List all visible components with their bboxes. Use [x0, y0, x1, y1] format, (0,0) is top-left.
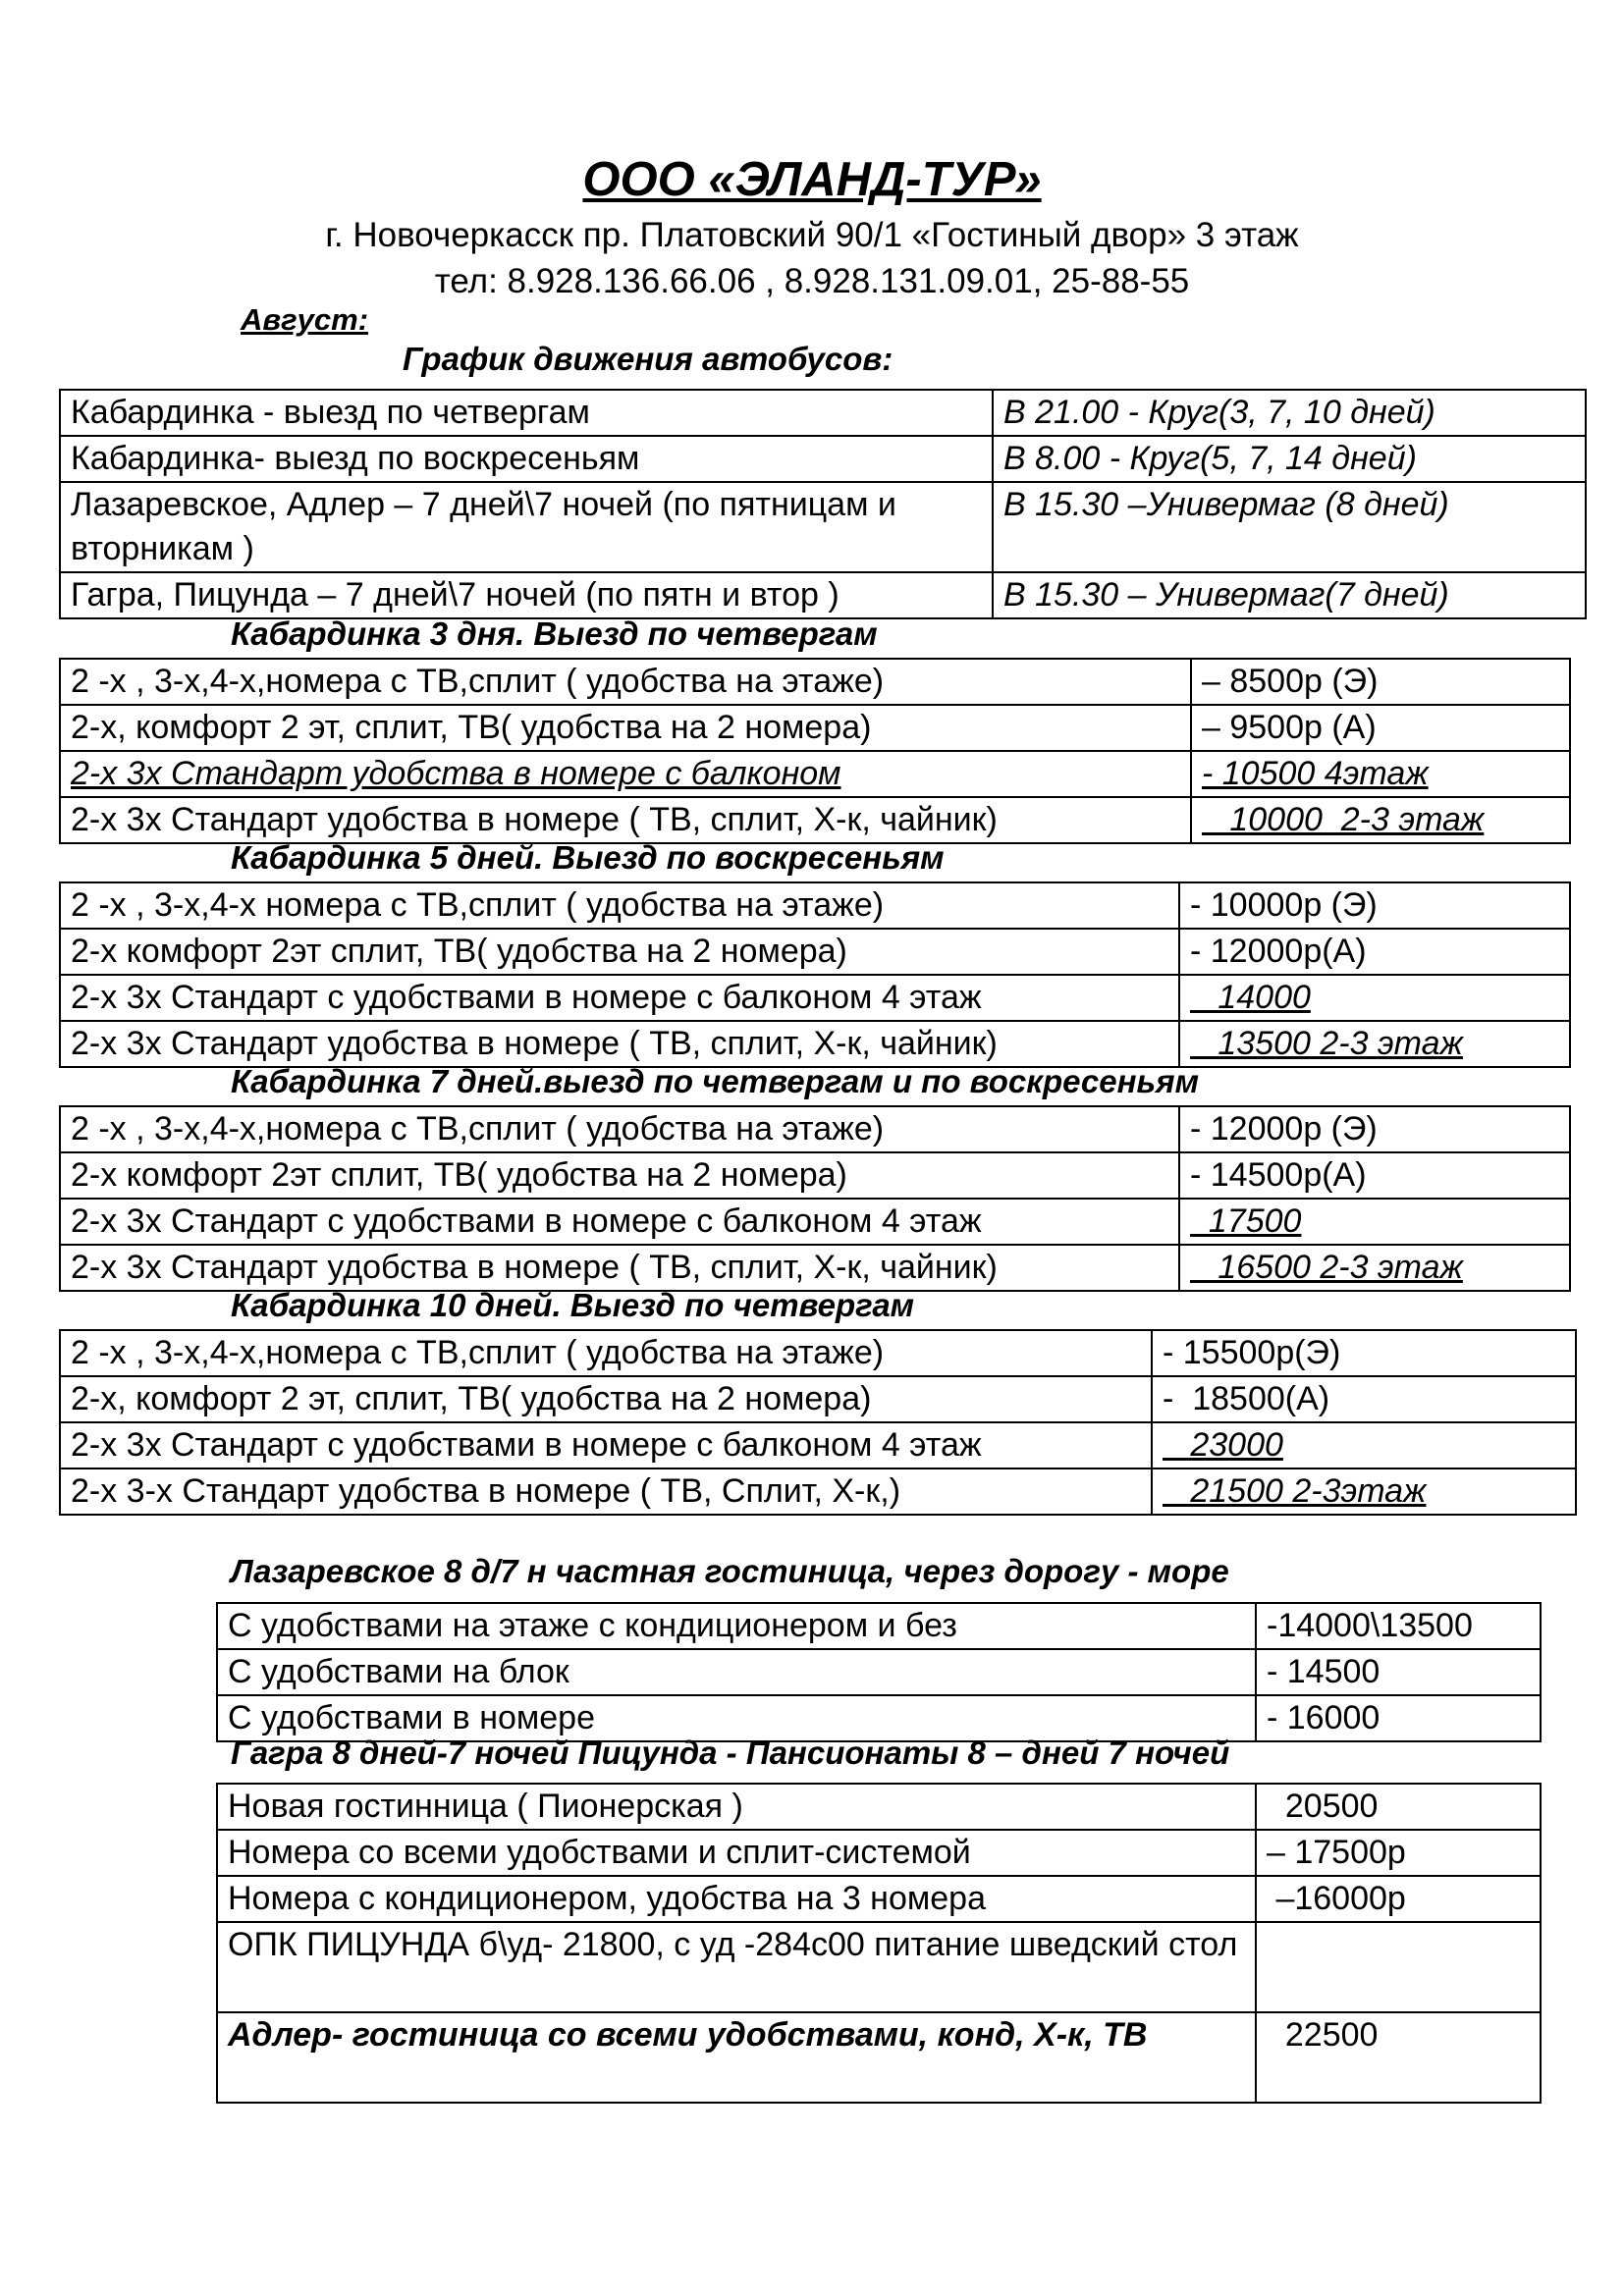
price-cell: 16500 2-3 этаж: [1179, 1245, 1570, 1291]
price-cell: 22500: [1256, 2012, 1541, 2103]
price-cell: - 12000р(А): [1179, 929, 1570, 975]
table-row: [60, 1021, 1570, 1067]
desc-cell: Номера со всеми удобствами и сплит-системой: [217, 1830, 1256, 1876]
desc-cell: Адлер- гостиница со всеми удобствами, конд, Х-к, ТВ: [217, 2012, 1256, 2103]
table-row: [60, 1106, 1570, 1152]
desc-cell: 2-х комфорт 2эт сплит, ТВ( удобства на 2 номера): [60, 1152, 1179, 1199]
table-row: [217, 1830, 1541, 1876]
price-cell: 14000: [1179, 975, 1570, 1021]
route-cell: Лазаревское, Адлер – 7 дней\7 ночей (по пятницам и вторникам ): [60, 482, 993, 572]
price-cell: – 8500р (Э): [1191, 659, 1570, 705]
desc-cell: Номера с кондиционером, удобства на 3 номера: [217, 1876, 1256, 1922]
time-cell: В 21.00 - Круг(3, 7, 10 дней): [993, 390, 1586, 436]
kab10-table: [59, 1329, 1577, 1516]
table-row: [60, 797, 1570, 843]
price-cell: - 14500: [1256, 1649, 1541, 1695]
desc-cell: 2-х 3х Стандарт удобства в номере с балконом: [60, 751, 1191, 797]
desc-cell: 2-х, комфорт 2 эт, сплит, ТВ( удобства на 2 номера): [60, 1376, 1152, 1422]
schedule-table: [59, 389, 1587, 619]
table-row: [60, 659, 1570, 705]
table-row: [60, 436, 1586, 482]
table-row: [60, 1376, 1576, 1422]
company-name: ООО «ЭЛАНД-ТУР»: [582, 153, 1042, 206]
time-cell: В 15.30 – Универмаг(7 дней): [993, 572, 1586, 618]
table-row: [60, 751, 1570, 797]
desc-cell: 2-х 3-х Стандарт удобства в номере ( ТВ, Сплит, Х-к,): [60, 1468, 1152, 1515]
kab10-title: Кабардинка 10 дней. Выезд по четвергам: [231, 1287, 915, 1323]
desc-cell: 2 -х , 3-х,4-х,номера с ТВ,сплит ( удобства на этаже): [60, 1106, 1179, 1152]
table-row: [60, 975, 1570, 1021]
price-cell: -14000\13500: [1256, 1603, 1541, 1649]
table-row: [60, 1468, 1576, 1515]
desc-cell: 2 -х , 3-х,4-х номера с ТВ,сплит ( удобства на этаже): [60, 882, 1179, 929]
desc-cell: ОПК ПИЦУНДА б\уд- 21800, с уд -284с00 питание шведский стол: [217, 1922, 1256, 2012]
price-cell: - 10000р (Э): [1179, 882, 1570, 929]
table-row: [217, 1649, 1541, 1695]
price-cell: - 18500(А): [1152, 1376, 1576, 1422]
table-row: [60, 1422, 1576, 1468]
price-cell: - 10500 4этаж: [1191, 751, 1570, 797]
desc-cell: Новая гостинница ( Пионерская ): [217, 1784, 1256, 1830]
lazarevskoe-table: [216, 1602, 1542, 1742]
route-cell: Гагра, Пицунда – 7 дней\7 ночей (по пятн и втор ): [60, 572, 993, 618]
company-phones: тел: 8.928.136.66.06 , 8.928.131.09.01, 25-88-55: [434, 262, 1190, 300]
desc-cell: С удобствами в номере: [217, 1695, 1256, 1741]
table-row: [60, 390, 1586, 436]
price-cell: - 12000р (Э): [1179, 1106, 1570, 1152]
price-cell: 21500 2-3этаж: [1152, 1468, 1576, 1515]
desc-cell: 2-х 3х Стандарт удобства в номере ( ТВ, сплит, Х-к, чайник): [60, 1245, 1179, 1291]
company-address: г. Новочеркасск пр. Платовский 90/1 «Гостиный двор» 3 этаж: [325, 216, 1299, 254]
desc-cell: 2-х, комфорт 2 эт, сплит, ТВ( удобства на 2 номера): [60, 705, 1191, 751]
price-cell: - 15500р(Э): [1152, 1330, 1576, 1376]
price-cell: 17500: [1179, 1199, 1570, 1245]
price-cell: – 9500р (А): [1191, 705, 1570, 751]
kab7-title: Кабардинка 7 дней.выезд по четвергам и по воскресеньям: [231, 1063, 1199, 1099]
desc-cell: 2 -х , 3-х,4-х,номера с ТВ,сплит ( удобства на этаже): [60, 1330, 1152, 1376]
table-row: [217, 2012, 1541, 2103]
desc-cell: 2-х 3х Стандарт с удобствами в номере с балконом 4 этаж: [60, 1422, 1152, 1468]
table-row: [217, 1784, 1541, 1830]
table-row: [60, 1199, 1570, 1245]
desc-cell: 2-х комфорт 2эт сплит, ТВ( удобства на 2 номера): [60, 929, 1179, 975]
price-cell: –16000р: [1256, 1876, 1541, 1922]
price-cell: - 14500р(А): [1179, 1152, 1570, 1199]
desc-cell: 2-х 3х Стандарт с удобствами в номере с балконом 4 этаж: [60, 1199, 1179, 1245]
table-row: [60, 882, 1570, 929]
kab3-title: Кабардинка 3 дня. Выезд по четвергам: [231, 615, 878, 652]
schedule-title: График движения автобусов:: [403, 341, 893, 377]
price-cell: [1256, 1922, 1541, 2012]
kab5-title: Кабардинка 5 дней. Выезд по воскресеньям: [231, 839, 945, 876]
month-label: Август:: [241, 302, 369, 337]
kab5-table: [59, 881, 1571, 1068]
price-cell: 23000: [1152, 1422, 1576, 1468]
table-row: [60, 1330, 1576, 1376]
kab3-table: [59, 658, 1571, 844]
desc-cell: 2-х 3х Стандарт удобства в номере ( ТВ, сплит, Х-к, чайник): [60, 797, 1191, 843]
table-row: [60, 705, 1570, 751]
table-row: [60, 929, 1570, 975]
lazarevskoe-title: Лазаревское 8 д/7 н частная гостиница, через дорогу - море: [231, 1553, 1229, 1589]
time-cell: В 15.30 –Универмаг (8 дней): [993, 482, 1586, 572]
table-row: [217, 1603, 1541, 1649]
desc-cell: 2-х 3х Стандарт удобства в номере ( ТВ, сплит, Х-к, чайник): [60, 1021, 1179, 1067]
desc-cell: С удобствами на этаже с кондиционером и без: [217, 1603, 1256, 1649]
table-row: [60, 572, 1586, 618]
price-cell: 10000 2-3 этаж: [1191, 797, 1570, 843]
desc-cell: 2-х 3х Стандарт с удобствами в номере с балконом 4 этаж: [60, 975, 1179, 1021]
price-cell: - 16000: [1256, 1695, 1541, 1741]
time-cell: В 8.00 - Круг(5, 7, 14 дней): [993, 436, 1586, 482]
gagra-table: [216, 1783, 1542, 2104]
table-row: [60, 1245, 1570, 1291]
table-row: [217, 1876, 1541, 1922]
price-cell: – 17500р: [1256, 1830, 1541, 1876]
desc-cell: 2 -х , 3-х,4-х,номера с ТВ,сплит ( удобства на этаже): [60, 659, 1191, 705]
price-cell: 20500: [1256, 1784, 1541, 1830]
table-row: [60, 1152, 1570, 1199]
gagra-title: Гагра 8 дней-7 ночей Пицунда - Пансионаты 8 – дней 7 ночей: [231, 1735, 1230, 1771]
table-row: [60, 482, 1586, 572]
table-row: [217, 1922, 1541, 2012]
route-cell: Кабардинка- выезд по воскресеньям: [60, 436, 993, 482]
price-cell: 13500 2-3 этаж: [1179, 1021, 1570, 1067]
route-cell: Кабардинка - выезд по четвергам: [60, 390, 993, 436]
desc-cell: С удобствами на блок: [217, 1649, 1256, 1695]
kab7-table: [59, 1105, 1571, 1292]
